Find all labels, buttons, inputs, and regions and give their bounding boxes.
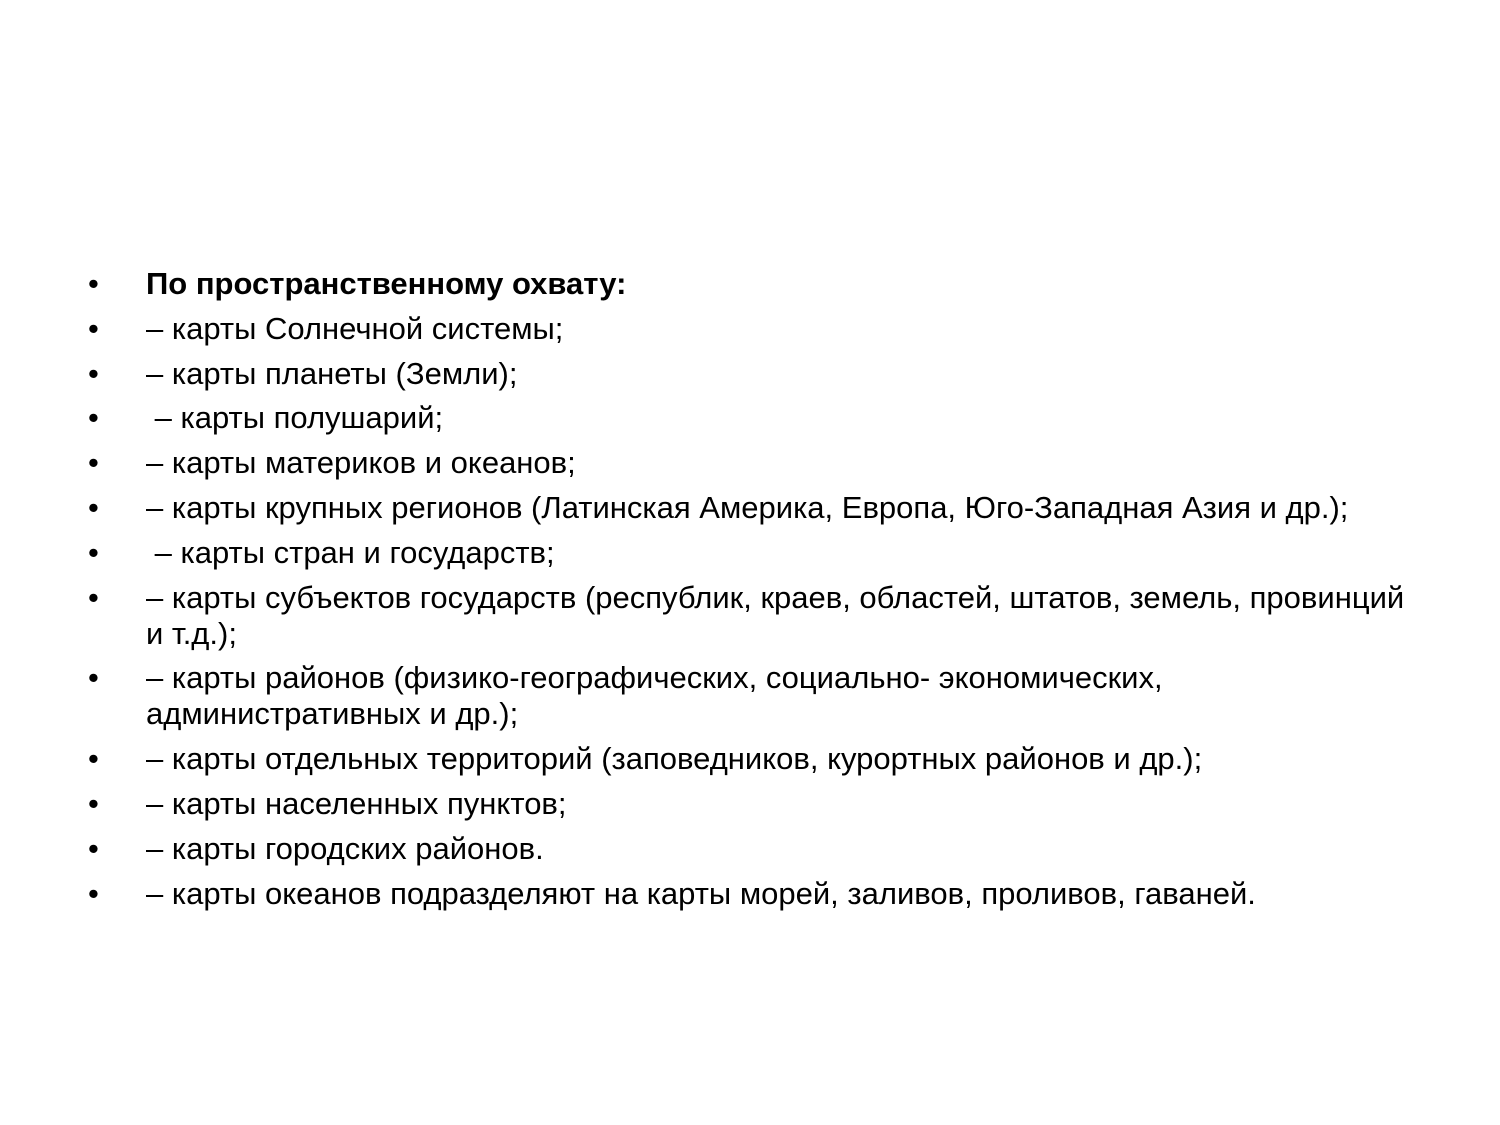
bullet-icon: • xyxy=(88,310,99,346)
list-item-heading xyxy=(86,266,1416,302)
list-item-text: – карты планеты (Земли); xyxy=(146,355,518,391)
list-item xyxy=(86,786,1416,822)
bullet-icon: • xyxy=(88,355,99,391)
list-item xyxy=(86,356,1416,392)
bullet-icon: • xyxy=(88,579,99,615)
list-item-text: – карты крупных регионов (Латинская Америка, Европа, Юго-Западная Азия и др.); xyxy=(146,489,1349,525)
list-item xyxy=(86,741,1416,777)
list-item-text: – карты Солнечной системы; xyxy=(146,310,564,346)
bullet-icon: • xyxy=(88,534,99,570)
bullet-list xyxy=(86,266,1416,920)
bullet-icon: • xyxy=(88,489,99,525)
list-item xyxy=(86,831,1416,867)
list-item-text: – карты материков и океанов; xyxy=(146,445,576,481)
list-item-text: – карты городских районов. xyxy=(146,830,544,866)
bullet-icon: • xyxy=(88,660,99,696)
list-item xyxy=(86,490,1416,526)
list-item-text: – карты стран и государств; xyxy=(146,534,555,570)
list-item-text: – карты полушарий; xyxy=(146,400,444,436)
bullet-icon: • xyxy=(88,445,99,481)
list-item-text: – карты субъектов государств (республик, краев, областей, штатов, земель, провинций и т.д.); xyxy=(146,579,1413,651)
bullet-icon: • xyxy=(88,400,99,436)
list-item xyxy=(86,660,1416,732)
bullet-icon: • xyxy=(88,830,99,866)
bullet-icon: • xyxy=(88,266,99,301)
list-item xyxy=(86,535,1416,571)
list-item xyxy=(86,876,1416,912)
list-item-text: – карты отдельных территорий (заповедников, курортных районов и др.); xyxy=(146,741,1203,777)
list-item xyxy=(86,400,1416,436)
list-item xyxy=(86,580,1416,652)
list-heading-text: По пространственному охвату: xyxy=(146,266,627,301)
list-item xyxy=(86,311,1416,347)
bullet-icon: • xyxy=(88,875,99,911)
list-item-text: – карты районов (физико-географических, социально- экономических, административных и др.); xyxy=(146,660,1172,732)
list-item xyxy=(86,445,1416,481)
list-item-text: – карты населенных пунктов; xyxy=(146,785,567,821)
bullet-icon: • xyxy=(88,785,99,821)
list-item-text: – карты океанов подразделяют на карты морей, заливов, проливов, гаваней. xyxy=(146,875,1256,911)
bullet-icon: • xyxy=(88,741,99,777)
